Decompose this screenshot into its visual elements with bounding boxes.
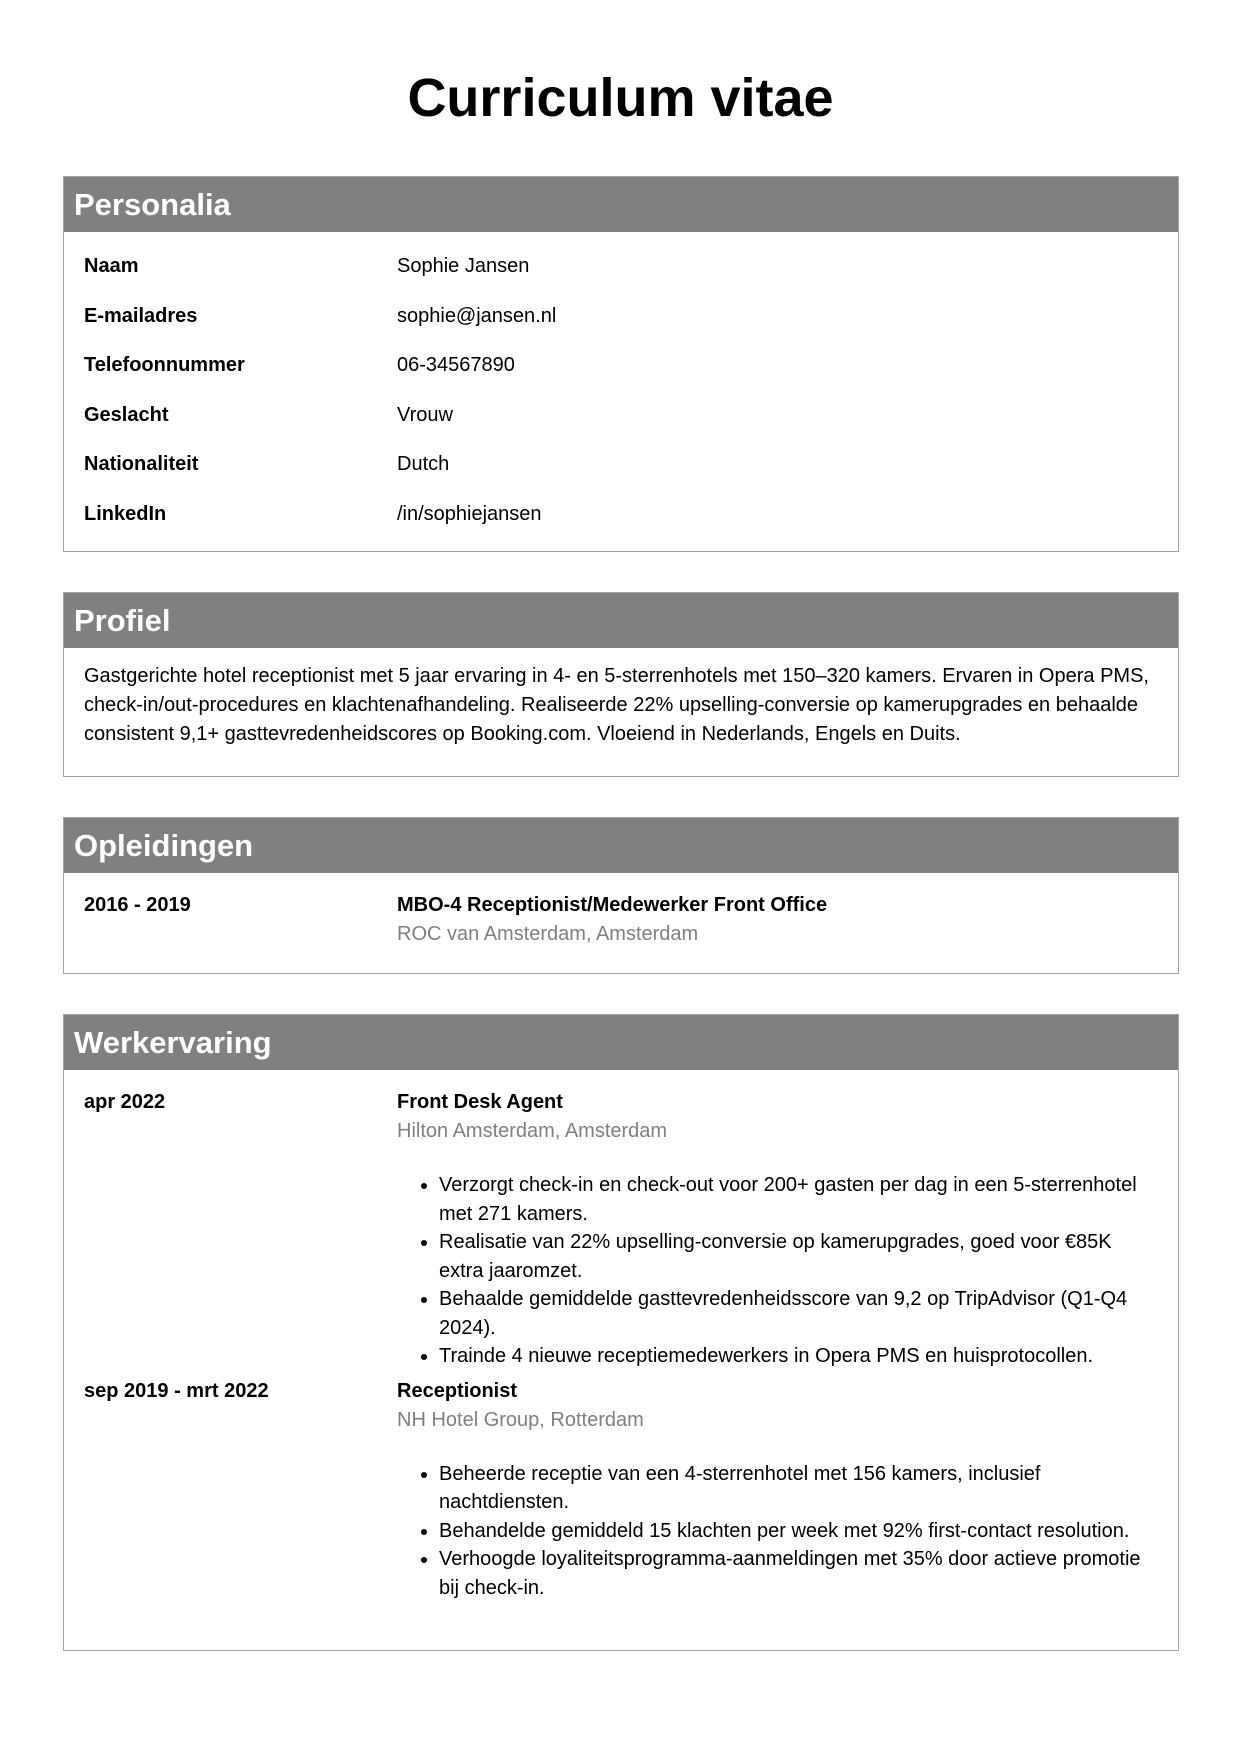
work-entry <box>84 1377 1158 1603</box>
section-opleidingen <box>63 817 1179 974</box>
section-heading-profiel: Profiel <box>64 593 1178 648</box>
personalia-row-email <box>84 304 1158 354</box>
profile-text: Gastgerichte hotel receptionist met 5 jaar ervaring in 4- en 5-sterrenhotels met 150–320 kamers. Ervaren in Opera PMS, check-in/out-procedures en klachtenafhandeling. Realiseerde 22% upselling-conversie op kamerupgrades en behaalde consistent 9,1+ gasttevredenheidscores op Booking.com. Vloeiend in Nederlands, Engels en Duits. <box>84 665 1149 745</box>
education-entry <box>84 891 1158 949</box>
section-heading-personalia: Personalia <box>64 177 1178 232</box>
bullet-item: • Verzorgt check-in en check-out voor 200+ gasten per dag in een 5-sterrenhotel met 271 kamers. <box>439 1171 1158 1228</box>
entry-organization: ROC van Amsterdam, Amsterdam <box>397 923 699 945</box>
personalia-row-nationality <box>84 452 1158 502</box>
personalia-label: Geslacht <box>84 403 169 426</box>
section-personalia <box>63 176 1179 552</box>
bullet-item: • Behandelde gemiddeld 15 klachten per week met 92% first-contact resolution. <box>439 1517 1158 1546</box>
entry-bullet-list <box>397 1460 1158 1603</box>
section-werkervaring <box>63 1014 1179 1651</box>
personalia-value: Sophie Jansen <box>397 255 530 277</box>
personalia-value: /in/sophiejansen <box>397 502 542 525</box>
entry-organization: NH Hotel Group, Rotterdam <box>397 1408 644 1431</box>
entry-title: Receptionist <box>397 1379 518 1402</box>
personalia-label: LinkedIn <box>84 502 167 525</box>
personalia-row-linkedin <box>84 502 1158 552</box>
entry-period: sep 2019 - mrt 2022 <box>84 1379 269 1402</box>
personalia-value: 06-34567890 <box>397 354 515 376</box>
personalia-row-name <box>84 254 1158 304</box>
entry-organization: Hilton Amsterdam, Amsterdam <box>397 1120 668 1142</box>
work-entry <box>84 1088 1158 1371</box>
section-profiel <box>63 592 1179 777</box>
bullet-item: • Trainde 4 nieuwe receptiemedewerkers in Opera PMS en huisprotocollen. <box>439 1342 1158 1371</box>
personalia-label: Naam <box>84 255 139 277</box>
personalia-row-gender <box>84 403 1158 453</box>
entry-period: 2016 - 2019 <box>84 894 191 916</box>
bullet-item: • Beheerde receptie van een 4-sterrenhotel met 156 kamers, inclusief nachtdiensten. <box>439 1460 1158 1517</box>
bullet-item: • Realisatie van 22% upselling-conversie op kamerupgrades, goed voor €85K extra jaaromzet. <box>439 1228 1158 1285</box>
section-heading-werkervaring: Werkervaring <box>64 1015 1178 1070</box>
personalia-row-phone <box>84 353 1158 403</box>
entry-bullet-list <box>397 1171 1158 1371</box>
personalia-value: sophie@jansen.nl <box>397 304 557 327</box>
entry-title: MBO-4 Receptionist/Medewerker Front Office <box>397 894 828 916</box>
section-heading-opleidingen: Opleidingen <box>64 818 1178 873</box>
personalia-value: Vrouw <box>397 403 453 426</box>
page-title: Curriculum vitae <box>407 68 834 128</box>
personalia-value: Dutch <box>397 453 450 475</box>
entry-title: Front Desk Agent <box>397 1091 563 1113</box>
personalia-label: E-mailadres <box>84 304 198 327</box>
bullet-item: • Verhoogde loyaliteitsprogramma-aanmeldingen met 35% door actieve promotie bij check-in. <box>439 1545 1158 1602</box>
personalia-label: Nationaliteit <box>84 453 199 475</box>
bullet-item: • Behaalde gemiddelde gasttevredenheidsscore van 9,2 op TripAdvisor (Q1-Q4 2024). <box>439 1285 1158 1342</box>
entry-period: apr 2022 <box>84 1091 166 1113</box>
personalia-label: Telefoonnummer <box>84 354 245 376</box>
